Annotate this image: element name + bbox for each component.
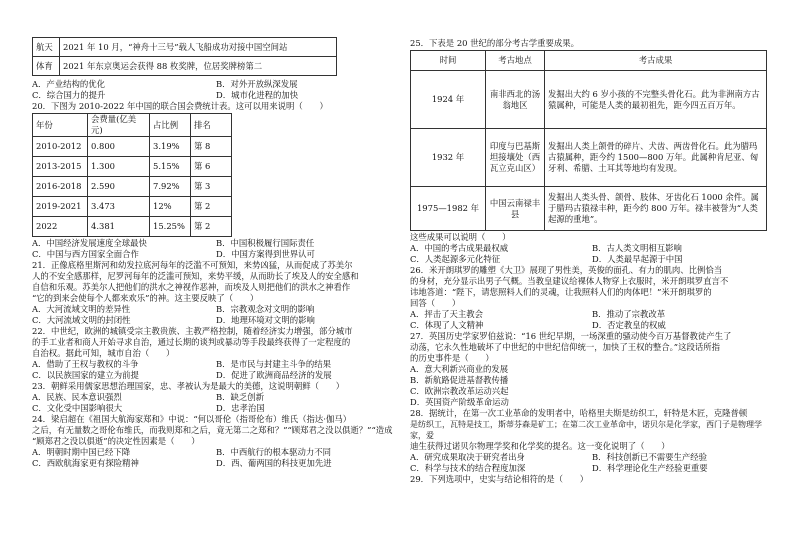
table-header: 时间 (411, 51, 486, 71)
option: D．促进了欧洲商品经济的发展 (216, 370, 332, 380)
table-row (411, 71, 767, 129)
table-row (33, 137, 232, 157)
table-cell: 2019-2021 (33, 197, 88, 217)
option: D．城市化进程的加快 (216, 90, 299, 100)
q22 (32, 326, 394, 381)
question-line: 26．米开朗琪罗的雕塑《大卫》展现了男性美，英俊的面孔、有力的肌肉、比例恰当 (410, 265, 723, 275)
option: D．西、葡两国的科技更加先进 (216, 458, 332, 468)
question-line: 22．中世纪，欧洲的城镇受宗主教贵族、主教严格控制，随着经济实力增强，部分城市 (32, 326, 353, 336)
q29 (410, 474, 768, 485)
table-cell: 2016-2018 (33, 177, 88, 197)
question-line: 是纺织工，瓦特是技工，斯蒂芬森是矿工；在第二次工业革命中，诺贝尔是化学家，西门子是物理学家，爱 (410, 420, 762, 440)
q28 (410, 408, 768, 474)
q19-options (32, 79, 394, 101)
table-cell: 2.590 (88, 177, 150, 197)
option: A．民族、民本意识强烈 (32, 392, 122, 402)
q25-tail: 这些成果可以说明（ ） (410, 232, 511, 242)
option: C．以民族国家的建立为前提 (32, 370, 139, 380)
left-column (32, 0, 394, 469)
q20-stem: 20．下图为 2010-2022 年中国的联合国会费统计表。这可以用来说明（ ） (32, 101, 328, 111)
table-row (33, 197, 232, 217)
q25-options (410, 243, 768, 265)
question-line: 21．正像底格里斯河和幼发拉底河每年的泛滥不可预知，来势凶猛，从而促成了苏美尔 (32, 260, 353, 270)
q23 (32, 381, 394, 414)
option: B．推动了宗教改革 (592, 309, 666, 319)
question-line: 人的不安全感那样，尼罗河每年的泛滥可预知，来势平缓，从而助长了埃及人的安全感和 (32, 271, 359, 281)
question-line: 29．下列选项中，史实与结论相符的是（ ） (410, 474, 589, 484)
option: C．西欧航海家更有探险精神 (32, 458, 139, 468)
question-line: 迪生获得过诺贝尔物理学奖和化学奖的提名。这一变化说明了（ ） (410, 441, 670, 451)
question-line: 自治权。据此可知，城市自治（ ） (32, 348, 175, 358)
table-cell: 南非西北的汤翁地区 (486, 71, 545, 129)
table-cell: 体育 (33, 57, 60, 76)
table-cell: 3.19% (150, 137, 191, 157)
achievements-table (32, 37, 337, 76)
table-header-row (33, 114, 232, 137)
option: B．缺乏创新 (216, 392, 265, 402)
option: C．人类起源多元化特征 (410, 254, 501, 264)
question-line: 的历史事件是（ ） (410, 353, 494, 363)
table-cell: 0.800 (88, 137, 150, 157)
un-dues-table (32, 113, 232, 237)
table-cell: 2010-2012 (33, 137, 88, 157)
table-row (33, 217, 232, 237)
table-header: 年份 (33, 114, 88, 137)
question-line: 的手工业者和商人开始寻求自治，通过长期的谈判或暴动等手段最终获得了一定程度的 (32, 337, 351, 347)
option: A．中国经济发展速度全球最快 (32, 238, 147, 248)
table-cell: 1975—1982 年 (411, 187, 486, 231)
q23-options (32, 392, 394, 414)
question-line: 之后，有无量数之哥伦布维氏，而我则郑和之后，竟无第二之郑和？”“顾郑君之没以俱逝？”“造成 (32, 425, 393, 435)
table-cell: 第 3 (191, 177, 232, 197)
option: C．文化受中国影响很大 (32, 403, 123, 413)
option: C．中国与西方国家全面合作 (32, 249, 139, 259)
table-header: 排名 (191, 114, 232, 137)
option: A．研究成果取决于研究者出身 (410, 452, 525, 462)
question-line: 自信和乐观。苏美尔人把他们的洪水之神视作恶神，而埃及人则把他们的洪水之神看作 (32, 282, 351, 292)
option: D．地理环境对文明的影响 (216, 315, 315, 325)
option: B．对外开放纵深发展 (216, 79, 298, 89)
option: A．抨击了天主教会 (410, 309, 484, 319)
table-cell: 1.300 (88, 157, 150, 177)
option: A．借助了王权与教权的斗争 (32, 359, 139, 369)
table-header: 考古地点 (486, 51, 545, 71)
option: D．中国方案得到世界认可 (216, 249, 315, 259)
option: A．中国的考古成果最权威 (410, 243, 509, 253)
option: A．意大利新兴商业的发展 (410, 364, 509, 374)
table-cell: 发掘出人类上颌骨的碎片、犬齿、两齿骨化石。此为腊玛古猿属种，距今约 1500—800 万年。此属种肯尼亚、匈牙利、希腊、土耳其等地均有发现。 (545, 129, 767, 187)
table-cell: 1932 年 (411, 129, 486, 187)
q24 (32, 414, 394, 469)
table-cell: 航天 (33, 38, 60, 57)
archaeology-table (410, 50, 767, 231)
q25-stem: 25．下表是 20 世纪的部分考古学重要成果。 (410, 38, 580, 48)
table-cell: 2021 年 10 月，“神舟十三号”载人飞船成功对接中国空间站 (60, 38, 337, 57)
table-cell: 7.92% (150, 177, 191, 197)
q26 (410, 265, 768, 331)
table-cell: 第 8 (191, 137, 232, 157)
q22-options (32, 359, 394, 381)
option: D．否定教皇的权威 (592, 320, 666, 330)
table-row (33, 157, 232, 177)
question-line: 讳地答道：“陛下，请您照料人们的灵魂，让我照料人们的肉体吧！”米开朗琪罗的 (410, 287, 712, 297)
table-row (33, 38, 337, 57)
table-cell: 第 6 (191, 157, 232, 177)
table-header: 会费量(亿美元) (88, 114, 150, 137)
question-line: 28．据统计，在第一次工业革命的发明者中，哈格里夫斯是纺织工，轩特是木匠，克隆普顿 (410, 408, 748, 418)
q21-options (32, 304, 394, 326)
question-line: 27．英国历史学家罗伯兹说：“16 世纪早期，一场深重的骚动使今百万基督教徒产生了 (410, 331, 732, 341)
table-cell: 5.15% (150, 157, 191, 177)
option: D．忠孝治国 (216, 403, 265, 413)
option: B．新航路促进基督教传播 (410, 375, 509, 385)
table-row (411, 187, 767, 231)
option: A．产业结构的优化 (32, 79, 106, 89)
q21 (32, 260, 394, 326)
right-column (410, 38, 768, 485)
table-cell: 4.381 (88, 217, 150, 237)
option: B．中国积极履行国际责任 (216, 238, 315, 248)
option: C．欧洲宗教改革运动兴起 (410, 386, 509, 396)
table-cell: 发掘出人类头骨、颌骨、肢体、牙齿化石 1000 余件。属于腊玛古猿禄丰种，距今约 800 万年。禄丰被誉为“人类起源的重地”。 (545, 187, 767, 231)
table-header-row (411, 51, 767, 71)
question-line: 的身材，充分显示出男子气概。当教皇建议给裸体人物穿上衣服时，米开朗琪罗直言不 (410, 276, 729, 286)
option: C．科学与技术的结合程度加深 (410, 463, 526, 473)
table-cell: 3.473 (88, 197, 150, 217)
q27-options (410, 364, 768, 408)
table-cell: 第 2 (191, 197, 232, 217)
table-cell: 12% (150, 197, 191, 217)
table-cell: 第 2 (191, 217, 232, 237)
option: D．英国资产阶级革命运动 (410, 397, 509, 407)
option: B．中西航行的根本驱动力不同 (216, 447, 332, 457)
table-cell: 2021 年东京奥运会获得 88 枚奖牌，位居奖牌榜第二 (60, 57, 337, 76)
table-cell: 2013-2015 (33, 157, 88, 177)
option: D．人类最早起源于中国 (592, 254, 683, 264)
question-line: 24．梁启超在《祖国大航海家郑和》中说：“何以哥伦（指哥伦布）维氏（指达·伽马） (32, 414, 352, 424)
question-line: “它的到来会使每个人都来欢乐”的神。这主要反映了（ ） (32, 293, 259, 303)
table-cell: 发掘出大约 6 岁小孩的不完整头骨化石。此为非洲南方古猿属种，可能是人类的最初祖先，距今四五百万年。 (545, 71, 767, 129)
option: B．宗教观念对文明的影响 (216, 304, 315, 314)
option: C．大河流域文明的封闭性 (32, 315, 131, 325)
table-cell: 2022 (33, 217, 88, 237)
q24-options (32, 447, 394, 469)
table-cell: 印度与巴基斯坦接壤处（西瓦立克山区） (486, 129, 545, 187)
table-cell: 中国云南禄丰县 (486, 187, 545, 231)
q28-options (410, 452, 768, 474)
option: B．科技创新已不需要生产经验 (592, 452, 708, 462)
table-header: 占比例 (150, 114, 191, 137)
table-cell: 1924 年 (411, 71, 486, 129)
q20-options (32, 238, 394, 260)
option: A．明朝时期中国已经下降 (32, 447, 131, 457)
option: C．综合国力的提升 (32, 90, 106, 100)
option: D．科学理论化生产经验更重要 (592, 463, 708, 473)
table-cell: 15.25% (150, 217, 191, 237)
table-row (33, 57, 337, 76)
table-row (411, 129, 767, 187)
option: A．大河流域文明的差异性 (32, 304, 131, 314)
option: B．古人类文明相互影响 (592, 243, 682, 253)
question-line: 回答（ ） (410, 298, 461, 308)
question-line: 23．朝鲜采用儒家思想治理国家，忠、孝被认为是最大的美德，这说明朝鲜（ ） (32, 381, 345, 391)
option: B．是市民与封建主斗争的结果 (216, 359, 332, 369)
question-line: “顾郑君之没以俱逝”的决定性因素是（ ） (32, 436, 200, 446)
question-line: 动荡，它永久性地破坏了中世纪的中世纪信仰统一，加快了王权的整合。”这段话所指 (410, 342, 720, 352)
table-header: 考古成果 (545, 51, 767, 71)
q27 (410, 331, 768, 408)
option: C．体现了人文精神 (410, 320, 484, 330)
table-row (33, 177, 232, 197)
q26-options (410, 309, 768, 331)
